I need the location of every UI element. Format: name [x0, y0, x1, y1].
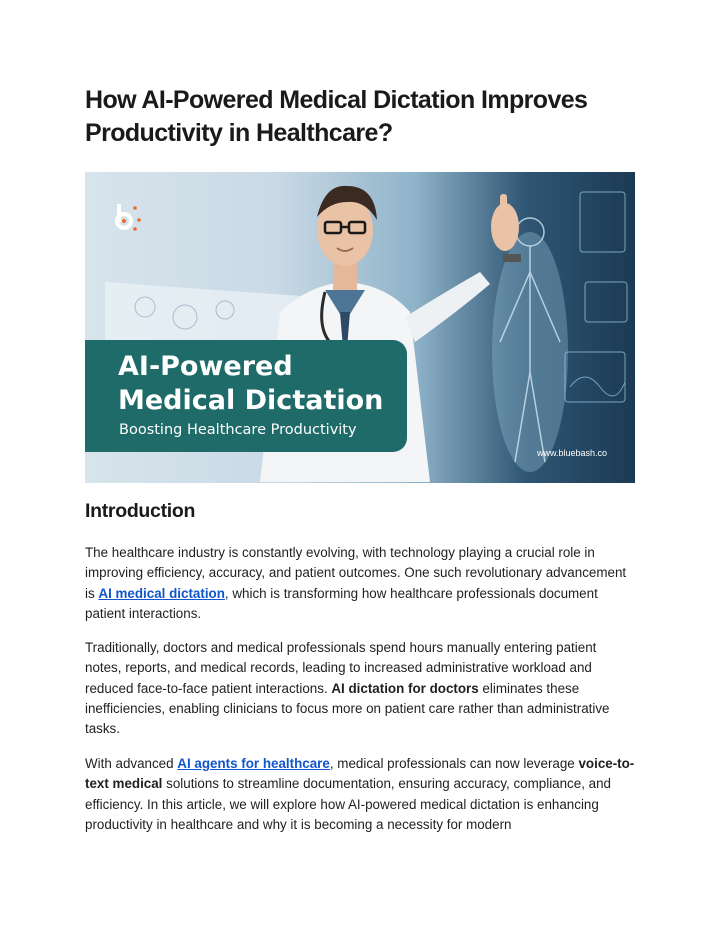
section-heading-introduction: Introduction: [85, 500, 196, 522]
hero-subtitle: Boosting Healthcare Productivity: [119, 422, 357, 438]
paragraph-2-text-b: eliminates these inefficiencies, enabling clinicians to focus more on patient care rather than administrative tasks.: [85, 680, 610, 737]
paragraph-3-text-a: With advanced: [85, 756, 178, 771]
paragraph-1-text-b: , which is transforming how healthcare professionals document patient interactions.: [85, 585, 598, 621]
voice-to-text-medical-bold: voice-to-text medical: [85, 756, 635, 792]
paragraph-3-text-c: solutions to streamline documentation, ensuring accuracy, compliance, and efficiency. In this article, we will explore how AI-powered medical dictation is enhancing productivity in healthcare and why it is becoming a necessity for modern: [85, 776, 611, 832]
hero-heading-line2: Medical Dictation: [118, 385, 384, 416]
ai-agents-for-healthcare-link[interactable]: AI agents for healthcare: [177, 756, 330, 771]
article-title: How AI-Powered Medical Dictation Improves Productivity in Healthcare?: [85, 86, 588, 147]
hero-image: [85, 172, 635, 483]
hero-url: www.bluebash.co: [536, 448, 607, 458]
paragraph-2-text-a: Traditionally, doctors and medical professionals spend hours manually entering patient notes, reports, and medical records, leading to increased administrative workload and reduced face-to-face patient interactions.: [85, 640, 597, 696]
paragraph-1-text-a: The healthcare industry is constantly evolving, with technology playing a crucial role in improving efficiency, accuracy, and patient outcomes. One such revolutionary advancement is: [85, 545, 627, 601]
paragraph-1: [85, 543, 635, 624]
paragraph-2: [85, 638, 635, 739]
paragraph-3-text-b: , medical professionals can now leverage: [329, 756, 579, 771]
hero-heading-line1: AI-Powered: [118, 351, 293, 382]
ai-medical-dictation-link[interactable]: AI medical dictation: [98, 585, 225, 601]
paragraph-3: [85, 754, 635, 835]
ai-dictation-for-doctors-bold: AI dictation for doctors: [331, 680, 479, 696]
